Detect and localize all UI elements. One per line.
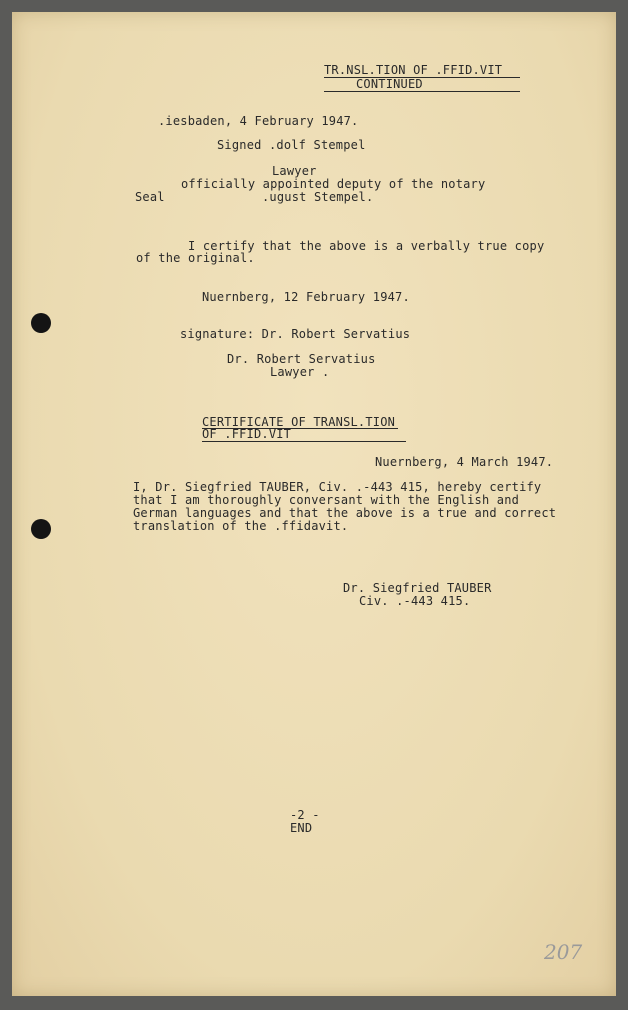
certify-line-1: I certify that the above is a verbally true copy: [188, 239, 545, 253]
signed-line: Signed .dolf Stempel: [217, 138, 366, 152]
notary-name: .ugust Stempel.: [262, 190, 374, 204]
header-subtitle: CONTINUED: [356, 77, 423, 91]
certify-line-2: of the original.: [136, 251, 255, 265]
tauber-name: Dr. Siegfried TAUBER: [343, 581, 492, 595]
end-marker: END: [290, 821, 313, 835]
certificate-date: Nuernberg, 4 March 1947.: [375, 455, 554, 469]
page-number-typed: -2 -: [290, 808, 320, 822]
lawyer-label: Lawyer: [272, 164, 317, 178]
certificate-heading-1: CERTIFICATE OF TRANSL.TION: [202, 415, 396, 429]
certificate-heading-2: OF .FFID.VIT: [202, 427, 292, 441]
certificate-body-line-2: that I am thoroughly conversant with the English and: [133, 493, 520, 507]
certificate-body-line-3: German languages and that the above is a true and correct: [133, 506, 557, 520]
header-title: TR.NSL.TION OF .FFID.VIT: [324, 63, 503, 77]
deputy-line: officially appointed deputy of the notary: [181, 177, 486, 191]
certificate-body-line-4: translation of the .ffidavit.: [133, 519, 349, 533]
punch-hole-top: [31, 313, 51, 333]
tauber-id: Civ. .-443 415.: [359, 594, 471, 608]
certificate-heading-underline-2: [202, 441, 406, 442]
certificate-body-line-1: I, Dr. Siegfried TAUBER, Civ. .-443 415, hereby certify: [133, 480, 542, 494]
servatius-title: Lawyer .: [270, 365, 330, 379]
header-subtitle-underline: [324, 91, 520, 92]
nuernberg-date: Nuernberg, 12 February 1947.: [202, 290, 410, 304]
punch-hole-bottom: [31, 519, 51, 539]
signature-line: signature: Dr. Robert Servatius: [180, 327, 411, 341]
seal-label: Seal: [135, 190, 165, 204]
handwritten-page-number: 207: [544, 940, 583, 964]
wiesbaden-date: .iesbaden, 4 February 1947.: [158, 114, 359, 128]
servatius-name: Dr. Robert Servatius: [227, 352, 376, 366]
